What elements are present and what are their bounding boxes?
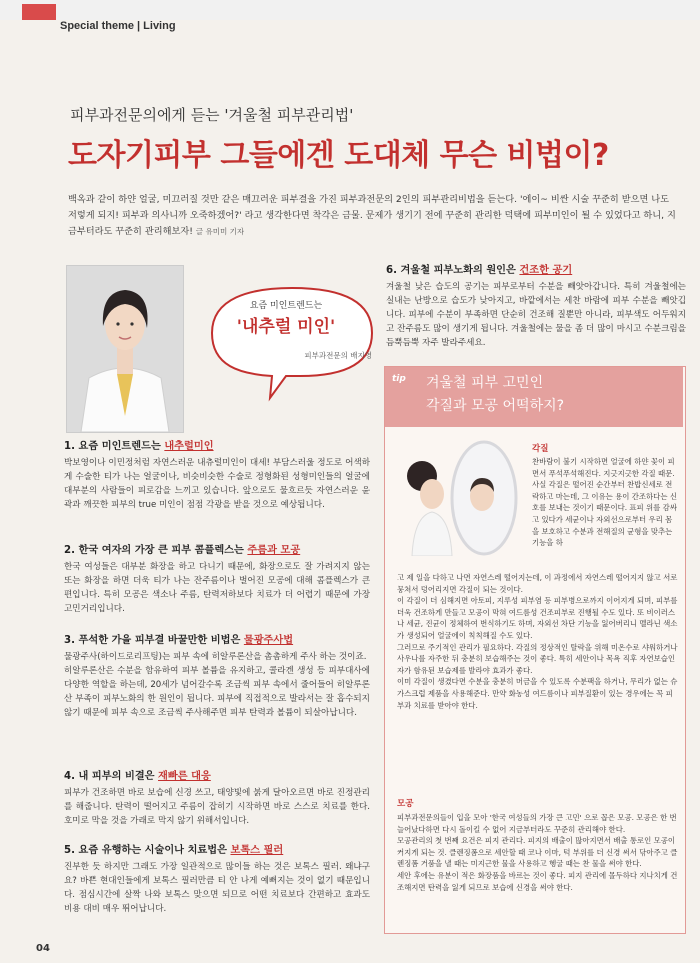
article-intro: [68, 192, 680, 240]
page-number: 04: [36, 943, 50, 954]
section-body: 겨울철 낮은 습도의 공기는 피부로부터 수분을 빼앗아갑니다. 특히 겨울철에는 실내는 난방으로 습도가 낮아지고, 바깥에서는 세찬 바람에 피부 수분을 빼앗깁니다. 피부에 수분이 부족하면 단순히 건조해 질뿐만 아니라, 피부색도 어두워지고 잔주름도 많이 생기게 됩니다. 겨울철에는 물을 좀 더 많이 마시고 수분크림을 듬뿍듬뿍 자주 발라주세요.: [386, 282, 686, 348]
section-heading: 5. 요즘 유행하는 시술이나 치료법은 보톡스 필러: [64, 845, 284, 856]
tip-mogong-title: 모공: [397, 799, 414, 809]
section-heading: 6. 겨울철 피부노화의 원인은 건조한 공기: [386, 265, 573, 276]
bubble-doctor-name: 피부과전문의 배지영: [304, 351, 372, 360]
tip-gakjil-side-text: 찬바람이 불기 시작하면 얼굴에 하얀 꽃이 피면서 푸석푸석해진다. 지긋지긋한 각질 때문. 사실 각질은 떨어진 순간부터 찬밥신세로 전락하고 마는데, 그 이유는 용이 간조하다는 신호를 보내는 것이기 때문이다. 표피 위를 감싸고 있다가 세균이나 자외선으로부터 우리 몸을 보호하고 수분과 전해질의 균형을 맞추는 기능을 하: [532, 457, 677, 548]
section-heading: 1. 요즘 미인트렌드는 내추럴미인: [64, 441, 214, 452]
tip-gakjil-text: 고 제 일을 다하고 나면 자연스레 떨어지는데, 이 과정에서 자연스레 떨어지지 않고 서로 뭉쳐서 덩어리지면 각질이 되는 것이다. 이 각질이 더 심해지면 아토피, 지루성 피부염 등 피부병으로까지 이어지게 되며, 피부를 더욱 건조하게 만들고 모공이 막혀 여드름성 건조피부로 진행될 수도 있다. 또 비이러스나 세균, 진균이 정체하여 번식하기도 하며, 자외선 차단 기능을 잃어버리니 멜라닌 색소가 생성되어 얼굴에이 칙칙해질 수도 있다. 그러므로 주기적인 관리가 필요하다. 각질의 정상적인 탈락을 위해 미온수로 샤워하거나 사우나를 자주한 뒤 충분히 보습해주는 것이 좋다. 특히 세안이나 목욕 직후 자연보습인자가 함유된 보습제를 발라야 효과가 좋다. 이미 각질이 생겼다면 수분을 충분히 머금을 수 있도록 수분팩을 하거나, 무리가 없는 슈가스크럽 제품을 사용해준다. 만약 화농성 여드름이나 피부질환이 있는 경우에는 꼭 피부과 치료를 받아야 한다.: [397, 573, 678, 710]
article-subtitle: 피부과전문의에게 듣는 '겨울철 피부관리법': [70, 106, 354, 124]
section-heading: 4. 내 피부의 비결은 재빠른 대응: [64, 771, 211, 782]
section-4: [64, 770, 370, 828]
section-3: [64, 634, 370, 720]
section-body: 물광주사(하이드로리프팅)는 피부 속에 히알루론산을 촘촘하게 주사 하는 것이죠. 히알루론산은 수분을 함유하여 피부 볼륨을 유지하고, 콜라겐 생성 등 피부대사에 다양한 역할을 하는데, 20세가 넘어갈수록 조금씩 피부 속에서 줄어들어 히알루론산 부족이 피부노화의 한 원인이 됩니다. 피부에 직접적으로 발라서는 잘 흡수되지 않기 때문에 피부 속으로 조금씩 주사해주면 피부 탄력과 볼륨이 되살아납니다.: [64, 652, 370, 718]
section-label: Special theme | Living: [60, 20, 176, 32]
tip-badge: tip: [392, 374, 406, 384]
bubble-kicker: 요즘 미인트렌드는: [249, 301, 323, 311]
bubble-headline: '내추럴 미인': [236, 317, 336, 337]
tip-mogong-text: 피부과전문의들이 입을 모아 '한국 여성들의 가장 큰 고민' 으로 꼽은 모공. 모공은 한 번 늘어났다하면 다시 돌이킬 수 없어 지금부터라도 꾸준히 관리해야 한다. 모공관리의 첫 번째 요건은 피지 관리다. 피지의 배출이 많아지면서 배출 통로인 모공이 커지게 되는 것. 클렌징폼으로 세안할 때 코나 이마, 턱 부위를 더 신경 써서 닦아주고 클렌징폼 거품을 낼 때는 미지근한 물을 사용하고 헹굴 때는 찬 물을 써야 한다. 세안 후에는 유분이 적은 화장품을 바르는 것이 좋다. 피지 관리에 몰두하다 지나치게 건조해지면 탄력을 잃게 되므로 보습에 신경을 써야 한다.: [397, 813, 678, 892]
section-heading: 2. 한국 여자의 가장 큰 피부 콤플렉스는 주름과 모공: [64, 545, 301, 556]
section-2: [64, 544, 370, 616]
byline: 글 유미미 기자: [195, 227, 245, 236]
header-bar: [0, 0, 700, 20]
section-body: 박보영이나 이민정처럼 자연스러운 내츄럴미인이 대세! 부담스러울 정도로 어색하게 수술한 티가 나는 얼굴이나, 비슷비슷한 수술로 정형화된 성형미인들의 얼굴에 대부분의 사람들이 피로감을 느끼고 있습니다. 앞으로도 물흐르듯 자연스러운 윤곽과 깨끗한 피부의 true 미인이 점점 각광을 받을 것으로 예상됩니다.: [64, 458, 370, 510]
mirror-illustration: [402, 436, 520, 556]
section-body: 피부가 건조하면 바로 보습에 신경 쓰고, 태양빛에 붉게 달아오르면 바로 진정관리를 해줍니다. 탄력이 떨어지고 주름이 잡히기 시작하면 바로 스스로 치료를 한다. 호미로 막을 것을 가래로 막지 않기 위해서입니다.: [64, 788, 370, 826]
section-5: [64, 844, 370, 916]
article-title: 도자기피부 그들에겐 도대체 무슨 비법이?: [68, 138, 609, 173]
tip-title-line2: 각질과 모공 어떡하지?: [426, 398, 565, 414]
section-body: 진부한 듯 하지만 그래도 가장 일관적으로 많이들 하는 것은 보톡스 필러. 왜냐구요? 바쁜 현대인들에게 보톡스 필러만큼 티 안 나게 예뻐지는 것이 없기 때문입니다. 점심시간에 살짝 나와 보톡스 맞으면 되므로 어떤 치료보다 간편하고 효과도 비용 대비 매우 뛰어납니다.: [64, 862, 370, 914]
intro-text: 백옥과 같이 하얀 얼굴, 미끄러질 것만 같은 매끄러운 피부결을 가진 피부과전문의 2인의 피부관리비법을 듣는다. '에이~ 비싼 시술 꾸준히 받으면 나도 저렇게 되지! 피부과 의사니까 오죽하겠어?' 라고 생각한다면 착각은 금물. 문제가 생기기 전에 꾸준히 관리한 덕택에 피부미인이 될 수 있었다고 하니, 지금부터라도 꾸준히 관리해보자!: [68, 194, 676, 237]
header-accent-block: [22, 4, 56, 20]
section-6: [386, 264, 686, 350]
section-body: 한국 여성들은 대부분 화장을 하고 다니기 때문에, 화장으로도 잘 가려지지 않는 또는 화장을 하면 더욱 티가 나는 잔주름이나 벌어진 모공에 대해 콤플렉스가 큰 편입니다. 특히 모공은 색소나 주름, 탄력저하보다 치료가 더 어렵기 때문에 가장 고민거리입니다.: [64, 562, 370, 614]
section-heading: 3. 푸석한 가을 피부결 바꿀만한 비법은 물광주사법: [64, 635, 294, 646]
doctor-portrait: [66, 265, 184, 433]
section-1: [64, 440, 370, 512]
tip-title-line1: 겨울철 피부 고민인: [426, 375, 544, 391]
tip-gakjil-title: 각질: [532, 444, 549, 454]
